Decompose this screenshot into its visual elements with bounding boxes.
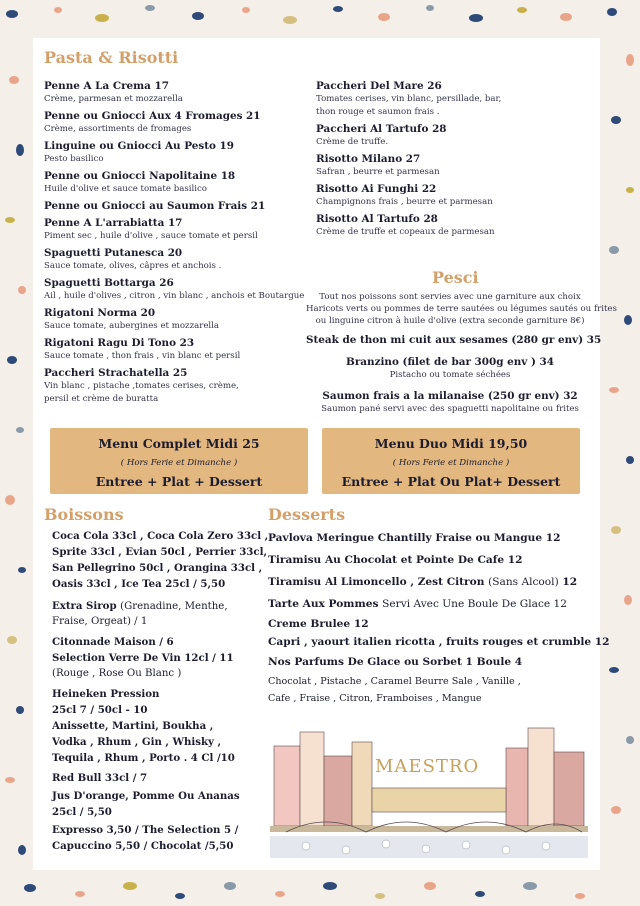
menu-title: Menu Duo Midi 19,50 (374, 436, 528, 451)
ice-flavours: Chocolat , Pistache , Caramel Beurre Sale , Vanille , (268, 676, 521, 687)
dish-desc: Crème, assortiments de fromages (44, 124, 192, 134)
menu-note: ( Hors Ferie et Dimanche ) (392, 458, 510, 468)
dessert-item: Capri , yaourt italien ricotta , fruits rouges et crumble 12 (268, 636, 610, 648)
desserts-title: Desserts (268, 505, 346, 524)
coffee-line: Expresso 3,50 / The Selection 5 / (52, 824, 239, 836)
extra-sirop-line: Fraise, Orgeat) / 1 (52, 616, 148, 627)
extra-sirop (52, 600, 228, 612)
dish-desc: thon rouge et saumon frais . (316, 107, 440, 117)
dish-name: Penne A L'arrabiatta 17 (44, 217, 183, 229)
dish-name: Linguine ou Gniocci Au Pesto 19 (44, 140, 235, 152)
menu-formula: Entree + Plat + Dessert (95, 474, 263, 489)
citonnade: Citonnade Maison / 6 (52, 636, 174, 648)
heineken-price: 25cl 7 / 50cl - 10 (52, 704, 148, 716)
dessert-note: (Sans Alcool) (488, 576, 559, 588)
dish-name: Paccheri Del Mare 26 (316, 80, 442, 92)
spirits-line: Anissette, Martini, Boukha , (52, 720, 214, 732)
menu-banner-complet (50, 428, 308, 494)
dish-desc: Sauce tomate, olives, câpres et anchois . (44, 261, 222, 271)
dish-desc: Crème de truffe. (316, 137, 389, 147)
boissons-title: Boissons (44, 505, 124, 524)
dessert-item (268, 598, 567, 610)
dish-name: Penne ou Gniocci au Saumon Frais 21 (44, 200, 266, 212)
fish-name: Branzino (filet de bar 300g env ) 34 (346, 356, 554, 368)
soft-drinks-line: Sprite 33cl , Evian 50cl , Perrier 33cl, (52, 546, 268, 558)
dish-desc: Pesto basilico (44, 154, 104, 164)
menu-note: ( Hors Ferie et Dimanche ) (120, 458, 238, 468)
dish-name: Risotto Ai Funghi 22 (316, 183, 437, 195)
wine-selection: Selection Verre De Vin 12cl / 11 (52, 652, 234, 664)
extra-sirop-label: Extra Sirop (52, 600, 117, 612)
dish-name: Spaguetti Bottarga 26 (44, 277, 174, 289)
dish-name: Spaguetti Putanesca 20 (44, 247, 183, 259)
dish-desc: persil et crème de buratta (44, 394, 159, 404)
dish-desc: Ail , huile d'olives , citron , vin blanc , anchois et Boutargue (44, 291, 305, 301)
dish-desc: Piment sec , huile d'olive , sauce tomate et persil (44, 231, 258, 241)
pasta-title: Pasta & Risotti (44, 48, 179, 67)
dessert-price: 12 (562, 576, 578, 588)
juice: Jus D'orange, Pomme Ou Ananas (52, 790, 240, 802)
dish-desc: Safran , beurre et parmesan (316, 167, 440, 177)
dish-name: Rigatoni Norma 20 (44, 307, 156, 319)
dessert-name: Tarte Aux Pommes (268, 598, 379, 610)
ice-flavours: Cafe , Fraise , Citron, Framboises , Mangue (268, 693, 482, 704)
maestro-logo: MAESTRO (375, 756, 480, 777)
fish-name: Steak de thon mi cuit aux sesames (280 gr env) 35 (306, 334, 602, 346)
dish-desc: Sauce tomate, aubergines et mozzarella (44, 321, 220, 331)
menu-banner-duo (322, 428, 580, 494)
pesci-intro: Haricots verts ou pommes de terre sautées ou légumes sautés ou frites (306, 304, 617, 314)
dessert-item: Tiramisu Au Chocolat et Pointe De Cafe 12 (268, 554, 523, 566)
dish-desc: Tomates cerises, vin blanc, persillade, bar, (316, 94, 502, 104)
coffee-line: Capuccino 5,50 / Chocolat /5,50 (52, 840, 234, 852)
wine-options: (Rouge , Rose Ou Blanc ) (52, 668, 182, 679)
dish-name: Rigatoni Ragu Di Tono 23 (44, 337, 195, 349)
fish-name: Saumon frais a la milanaise (250 gr env) 32 (322, 390, 578, 402)
juice-price: 25cl / 5,50 (52, 806, 112, 818)
fish-desc: Pistacho ou tomate séchées (389, 370, 511, 380)
dish-desc: Huile d'olive et sauce tomate basilico (44, 184, 207, 194)
city-illustration (266, 712, 592, 862)
pesci-intro: ou linguine citron à huile d'olive (extra seconde garniture 8€) (315, 316, 585, 326)
soft-drinks-line: Oasis 33cl , Ice Tea 25cl / 5,50 (52, 578, 226, 590)
spirits-line: Tequila , Rhum , Porto . 4 Cl /10 (52, 752, 235, 764)
dish-name: Penne ou Gniocci Aux 4 Fromages 21 (44, 110, 261, 122)
spirits-line: Vodka , Rhum , Gin , Whisky , (52, 736, 222, 748)
dish-name: Penne A La Crema 17 (44, 80, 169, 92)
dessert-desc: Servi Avec Une Boule De Glace 12 (382, 598, 567, 610)
dish-desc: Crème, parmesan et mozzarella (44, 94, 183, 104)
dish-name: Paccheri Strachatella 25 (44, 367, 188, 379)
red-bull: Red Bull 33cl / 7 (52, 772, 148, 784)
pesci-title: Pesci (432, 268, 479, 287)
soft-drinks-line: Coca Cola 33cl , Coca Cola Zero 33cl , (52, 530, 269, 542)
dessert-item (268, 576, 577, 588)
dish-desc: Crème de truffe et copeaux de parmesan (316, 227, 495, 237)
menu-formula: Entree + Plat Ou Plat+ Dessert (341, 474, 561, 489)
dish-desc: Vin blanc , pistache ,tomates cerises, crème, (44, 381, 239, 391)
dish-name: Risotto Al Tartufo 28 (316, 213, 438, 225)
dessert-item: Creme Brulee 12 (268, 618, 369, 630)
dish-desc: Champignons frais , beurre et parmesan (316, 197, 493, 207)
dish-desc: Sauce tomate , thon frais , vin blanc et persil (44, 351, 241, 361)
soft-drinks-line: San Pellegrino 50cl , Orangina 33cl , (52, 562, 263, 574)
fish-desc: Saumon pané servi avec des spaguetti napolitaine ou frites (321, 404, 579, 414)
dessert-item: Pavlova Meringue Chantilly Fraise ou Mangue 12 (268, 532, 561, 544)
menu-title: Menu Complet Midi 25 (98, 436, 260, 451)
dish-name: Penne ou Gniocci Napolitaine 18 (44, 170, 236, 182)
pesci-intro: Tout nos poissons sont servies avec une garniture aux choix (319, 292, 581, 302)
dish-name: Risotto Milano 27 (316, 153, 421, 165)
extra-sirop-flavours: (Grenadine, Menthe, (120, 601, 228, 612)
dessert-name: Tiramisu Al Limoncello , Zest Citron (268, 576, 485, 588)
dish-name: Paccheri Al Tartufo 28 (316, 123, 447, 135)
heineken: Heineken Pression (52, 688, 160, 700)
dessert-item: Nos Parfums De Glace ou Sorbet 1 Boule 4 (268, 656, 523, 668)
